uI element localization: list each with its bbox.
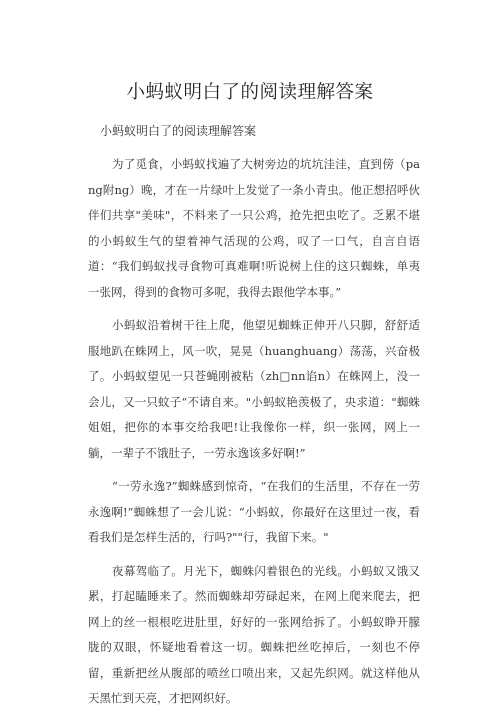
page-title: 小蚂蚁明白了的阅读理解答案 (126, 82, 374, 103)
paragraph-1: 为了觅食，小蚂蚁找遍了大树旁边的坑坑洼洼，直到傍（pang附ng）晚，才在一片绿叶上发觉了一条小青虫。他正想招呼伙伴们共享"美味"，不料来了一只公鸡，抢先把虫吃了。乏累不堪的小蚂蚁生气的望着神气活现的公鸡，叹了一口气，自言自语道：“我们蚂蚁找寻食物可真难啊!听说树上住的这只蜘蛛，单夷一张网，得到的食物可多呢，我得去跟他学本事。” (88, 157, 420, 299)
paragraph-2: 小蚂蚁沿着树干往上爬，他望见蜘蛛正伸开八只脚，舒舒适服地趴在蛛网上，风一吹，晃晃（huanghuang）荡荡，兴奋极了。小蚂蚁望见一只苍蝇刚被粘（zh□nn谄n）在蛛网上，没一会儿，又一只蚊子“不请自来。"小蚂蚁艳羡极了，央求道："蜘蛛姐姐，把你的本事交给我吧!让我像你一样，织一张网，网上一躺，一辈子不饿肚子，一劳永逸该多好啊!” (88, 318, 420, 460)
document-body (88, 120, 420, 720)
document-subtitle: 小蚂蚁明白了的阅读理解答案 (100, 124, 257, 138)
paragraph-4: 夜幕驾临了。月光下，蜘蛛闪着银色的光线。小蚂蚁又饿又累，打起瞌睡来了。然而蜘蛛却劳碌起来，在网上爬来爬去，把网上的丝一根根吃进肚里，好好的一张网给拆了。小蚂蚁睁开朦胧的双眼，怀疑地看着这一切。蜘蛛把丝吃掉后，一刻也不停留，重新把丝从腹部的喷丝口喷出来，又起先织网。就这样他从天黑忙到天亮，才把网织好。 (88, 563, 420, 705)
paragraph-3: “一劳永逸?”蜘蛛感到惊奇，“在我们的生活里，不存在一劳永逸啊!”蜘蛛想了一会儿说：“小蚂蚁，你最好在这里过一夜，看看我们是怎样生活的，行吗?""行，我留下来。" (88, 479, 420, 544)
